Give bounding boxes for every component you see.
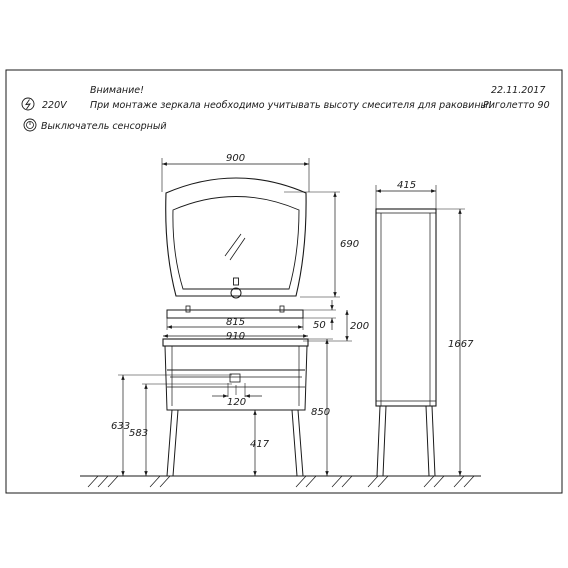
dim-shelf-offset: 200: [350, 321, 370, 332]
dim-cabinet-width: 910: [226, 331, 246, 342]
dim-inlet-high: 633: [111, 421, 131, 432]
dim-drawer-bottom: 417: [250, 439, 270, 450]
dim-inlet-low: 583: [129, 428, 149, 439]
drawing-frame: [6, 70, 562, 493]
dim-mirror-width: 900: [226, 153, 246, 164]
floor-line: [80, 476, 481, 487]
date-label: 22.11.2017: [491, 85, 546, 96]
dim-column-width: 415: [397, 180, 417, 191]
attention-note: Внимание!: [90, 85, 144, 96]
model-label: Риголетто 90: [483, 100, 550, 111]
touch-switch-icon: [24, 119, 36, 131]
dim-mirror-height: 690: [340, 239, 360, 250]
voltage-label: 220V: [42, 100, 67, 111]
dim-column-height: 1667: [448, 339, 474, 350]
mounting-note: При монтаже зеркала необходимо учитывать высоту смесителя для раковины!: [90, 100, 492, 111]
lightning-bolt-icon: [22, 98, 34, 110]
mirror: [166, 178, 306, 298]
switch-label: Выключатель сенсорный: [41, 121, 167, 132]
dim-drawer-handle: 120: [227, 397, 247, 408]
dim-cabinet-height: 850: [311, 407, 331, 418]
dim-shelf-depth: 50: [313, 320, 326, 331]
dim-shelf-width: 815: [226, 317, 246, 328]
tall-column-cabinet: [376, 209, 436, 476]
